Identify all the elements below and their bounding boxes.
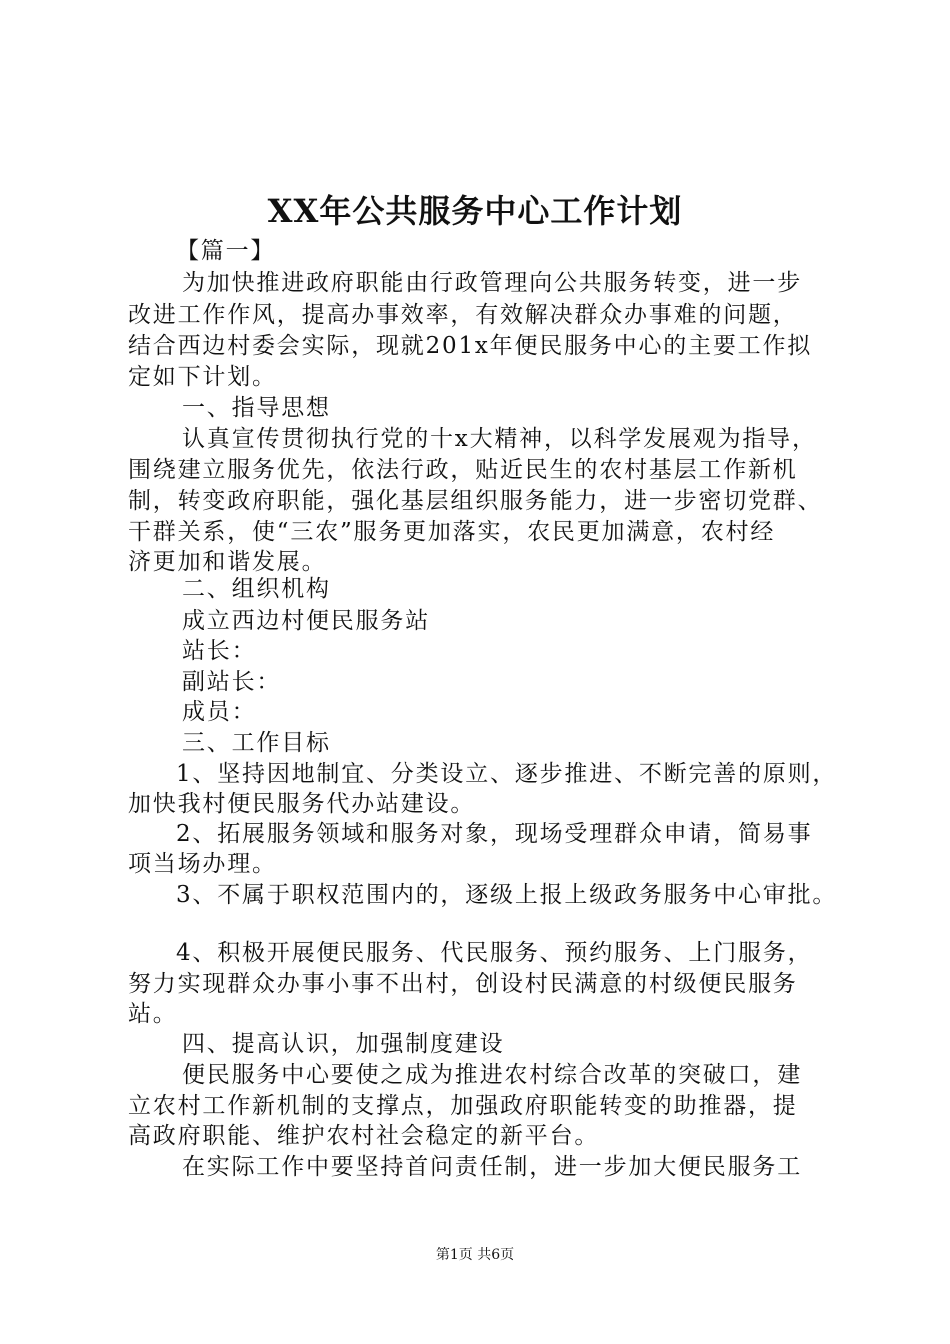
paragraph-line: 围绕建立服务优先，依法行政，贴近民生的农村基层工作新机 [128,457,798,483]
paragraph-line: 3、不属于职权范围内的，逐级上报上级政务服务中心审批。 [176,882,838,908]
paragraph-line: 高政府职能、维护农村社会稳定的新平台。 [128,1123,600,1149]
paragraph-line: 成员： [182,699,257,725]
paragraph-line: 努力实现群众办事小事不出村，创设村民满意的村级便民服务 [128,971,798,997]
paragraph-line: 认真宣传贯彻执行党的十x大精神，以科学发展观为指导， [182,426,817,452]
paragraph-line: 项当场办理。 [128,851,277,877]
paragraph-line: 结合西边村委会实际，现就201x年便民服务中心的主要工作拟 [128,333,813,359]
section-heading: 二、组织机构 [182,576,331,602]
paragraph-line: 定如下计划。 [128,364,277,390]
paragraph-line: 加快我村便民服务代办站建设。 [128,791,476,817]
paragraph-line: 副站长： [182,669,282,695]
page-footer: 第1页 共6页 [435,1247,515,1263]
paragraph-line: 干群关系，使“三农”服务更加落实，农民更加满意，农村经 [128,519,776,545]
paragraph-line: 制，转变政府职能，强化基层组织服务能力，进一步密切党群、 [128,488,823,514]
paragraph-line: 站长： [182,638,257,664]
paragraph-line: 立农村工作新机制的支撑点，加强政府职能转变的助推器，提 [128,1093,798,1119]
section-heading: 四、提高认识，加强制度建设 [182,1031,505,1057]
paragraph-line: 济更加和谐发展。 [128,549,327,575]
paragraph-line: 成立西边村便民服务站 [182,608,430,634]
paragraph-line: 【篇一】 [176,238,276,264]
section-heading: 三、工作目标 [182,730,331,756]
paragraph-line: 为加快推进政府职能由行政管理向公共服务转变，进一步 [182,270,802,296]
paragraph-line: 改进工作作风，提高办事效率，有效解决群众办事难的问题， [128,302,798,328]
paragraph-line: 1、坚持因地制宜、分类设立、逐步推进、不断完善的原则， [176,761,838,787]
page-title: XX年公共服务中心工作计划 [267,192,683,230]
section-heading: 一、指导思想 [182,395,331,421]
paragraph-line: 站。 [128,1001,178,1027]
paragraph-line: 在实际工作中要坚持首问责任制，进一步加大便民服务工 [182,1154,802,1180]
paragraph-line: 2、拓展服务领域和服务对象，现场受理群众申请，简易事 [176,821,813,847]
paragraph-line: 4、积极开展便民服务、代民服务、预约服务、上门服务， [176,940,813,966]
paragraph-line: 便民服务中心要使之成为推进农村综合改革的突破口，建 [182,1062,802,1088]
